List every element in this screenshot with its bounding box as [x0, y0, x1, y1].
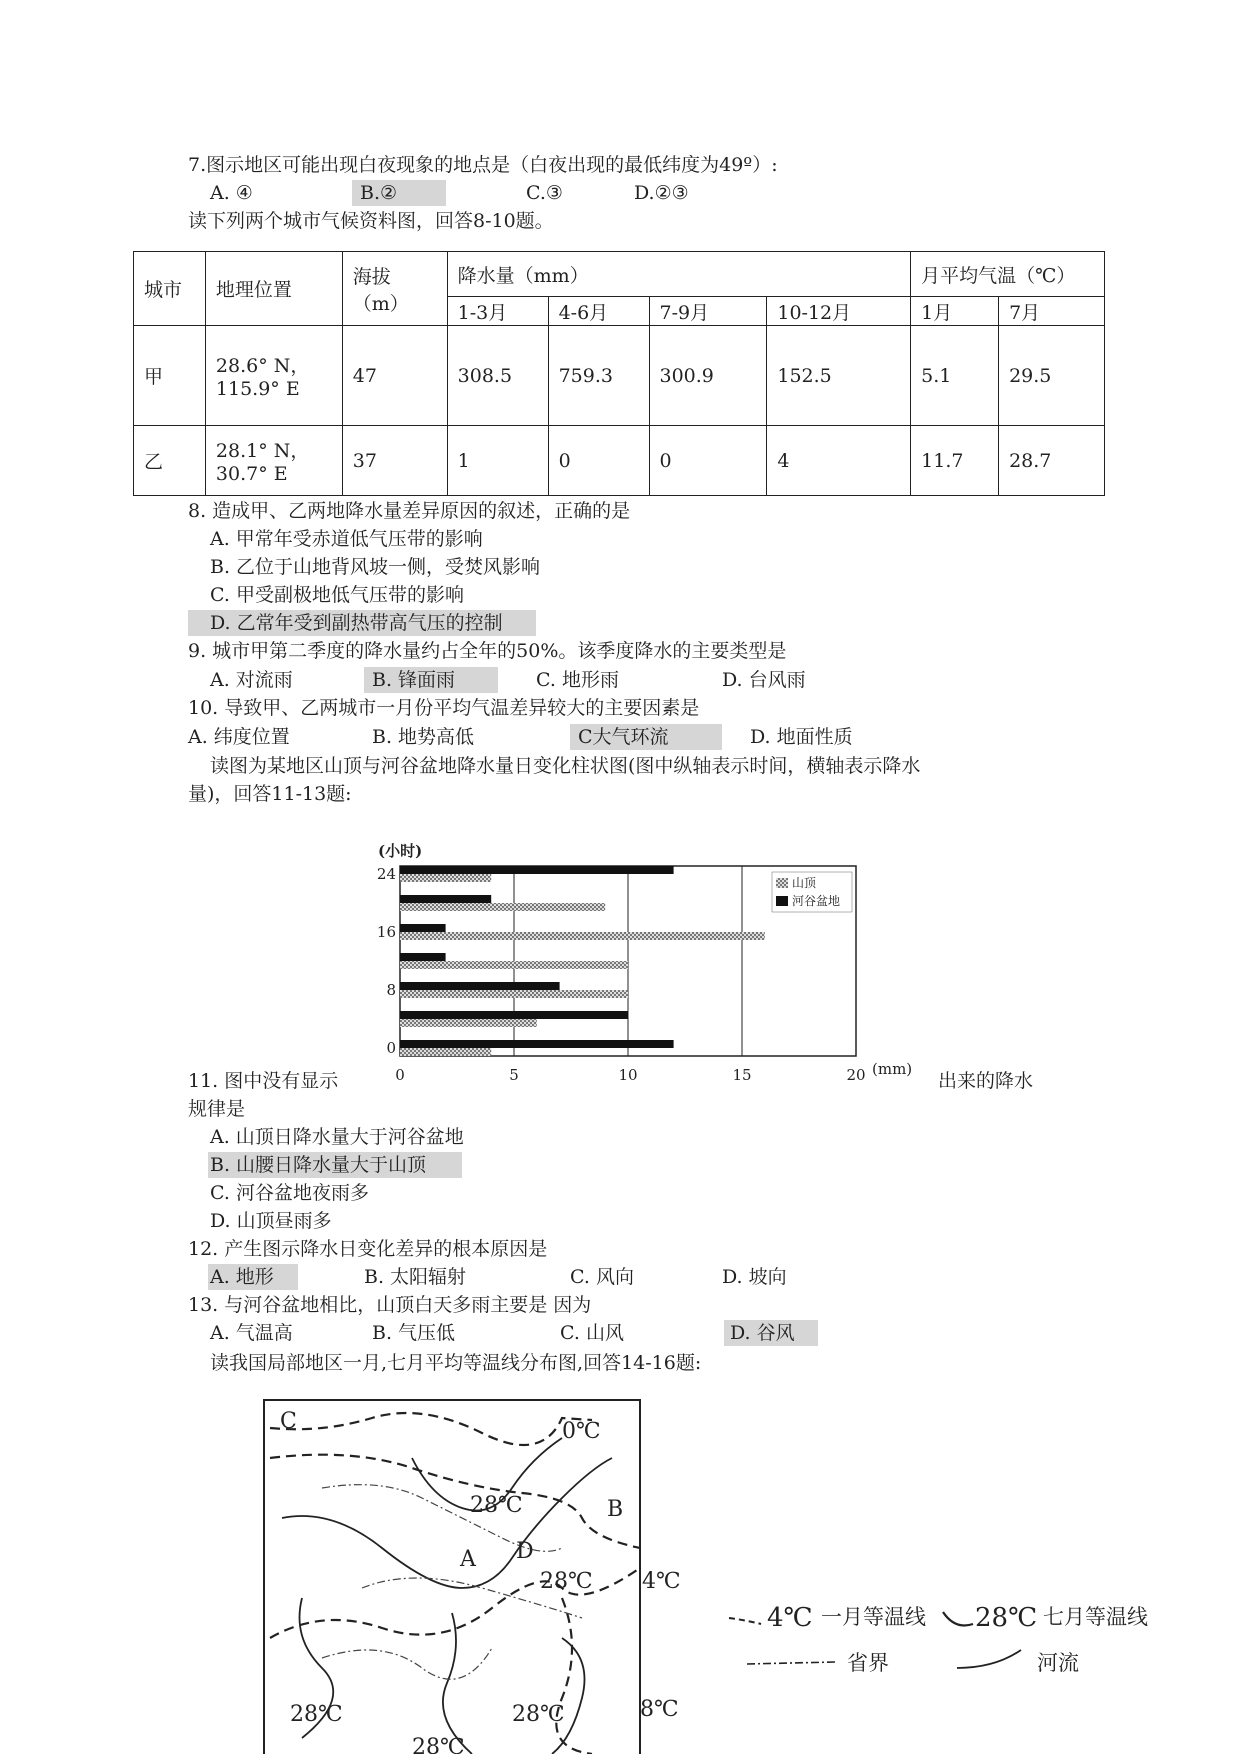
header-city: 城市: [134, 252, 206, 326]
q8-stem: 8. 造成甲、乙两地降水量差异原因的叙述，正确的是: [188, 500, 631, 522]
svg-text:28℃: 28℃: [540, 1569, 593, 1594]
bar-valley: [400, 953, 446, 961]
x-tick-label: 10: [618, 1066, 638, 1084]
q10-stem: 10. 导致甲、乙两城市一月份平均气温差异较大的主要因素是: [188, 697, 700, 719]
q11-option-d: D. 山顶昼雨多: [210, 1210, 332, 1232]
q13-option-a: A. 气温高: [210, 1322, 293, 1344]
svg-text:0℃: 0℃: [562, 1419, 601, 1444]
header-altitude: 海拔 （m）: [342, 252, 447, 326]
svg-text:28℃: 28℃: [470, 1493, 523, 1518]
isotherm-map: [262, 1398, 682, 1754]
q13-option-d: D. 谷风: [724, 1320, 818, 1346]
bar-valley: [400, 1040, 674, 1048]
svg-text:B: B: [607, 1497, 624, 1522]
precip-bar-chart: [360, 836, 920, 1086]
q12-option-b: B. 太阳辐射: [364, 1266, 467, 1288]
q12-stem: 12. 产生图示降水日变化差异的根本原因是: [188, 1238, 548, 1260]
x-tick-label: 0: [395, 1066, 405, 1084]
q7-option-c: C.③: [526, 182, 563, 204]
bar-summit: [400, 903, 605, 911]
q12-option-d: D. 坡向: [722, 1266, 787, 1288]
q10-option-d: D. 地面性质: [750, 726, 853, 748]
row-city: 甲: [134, 326, 206, 426]
row-temp-jan: 5.1: [911, 326, 999, 426]
q7-option-b: B.②: [352, 180, 446, 206]
svg-text:28℃: 28℃: [512, 1702, 565, 1727]
row-location: 28.6° N， 115.9° E: [205, 326, 342, 426]
q7-option-a: A. ④: [210, 182, 253, 204]
intro-8-10: 读下列两个城市气候资料图，回答8-10题。: [188, 210, 554, 232]
intro-11-13-line2: 量)，回答11-13题:: [188, 783, 352, 805]
q11-option-c: C. 河谷盆地夜雨多: [210, 1182, 369, 1204]
bar-valley: [400, 982, 560, 990]
row-altitude: 37: [342, 426, 447, 496]
header-precip-q3: 7-9月: [649, 297, 767, 326]
header-precip-q4: 10-12月: [767, 297, 911, 326]
q11-option-b: B. 山腰日降水量大于山顶: [208, 1152, 462, 1178]
svg-text:D: D: [516, 1539, 534, 1564]
legend-jan-line: [729, 1618, 761, 1624]
q9-stem: 9. 城市甲第二季度的降水量约占全年的50%。该季度降水的主要类型是: [188, 640, 787, 662]
bar-summit: [400, 1048, 491, 1056]
header-precip-q1: 1-3月: [447, 297, 548, 326]
x-tick-label: 5: [509, 1066, 519, 1084]
legend-jul-value: 28℃: [975, 1603, 1038, 1633]
legend-jul-label: 七月等温线: [1043, 1605, 1148, 1629]
svg-text:A: A: [460, 1547, 476, 1572]
q11-option-a: A. 山顶日降水量大于河谷盆地: [210, 1126, 464, 1148]
chart-xlabel: (mm): [872, 1060, 913, 1078]
bar-valley: [400, 866, 674, 874]
q10-option-c: C大气环流: [570, 724, 722, 750]
q12-option-a: A. 地形: [208, 1264, 298, 1290]
legend-swatch-summit: [776, 878, 788, 888]
q11-stem-b: 出来的降水: [938, 1070, 1034, 1092]
legend-label-summit: 山顶: [792, 876, 817, 890]
bar-valley: [400, 895, 491, 903]
legend-jul-line: [943, 1612, 973, 1626]
q7-option-d: D.②③: [634, 182, 689, 204]
svg-text:4℃: 4℃: [642, 1569, 681, 1594]
svg-text:C: C: [280, 1409, 297, 1434]
table-row: [134, 326, 1105, 426]
header-temp-jul: 7月: [999, 297, 1105, 326]
row-precip-q4: 4: [767, 426, 911, 496]
q10-option-a: A. 纬度位置: [188, 726, 290, 748]
legend-border-label: 省界: [847, 1651, 889, 1675]
row-precip-q3: 300.9: [649, 326, 767, 426]
y-tick-label: 16: [376, 923, 396, 941]
intro-14-16: 读我国局部地区一月,七月平均等温线分布图,回答14-16题:: [210, 1352, 702, 1374]
row-temp-jan: 11.7: [911, 426, 999, 496]
svg-text:28℃: 28℃: [290, 1702, 343, 1727]
bar-summit: [400, 961, 628, 969]
table-row: [134, 426, 1105, 496]
y-tick-label: 24: [376, 865, 396, 883]
chart-ylabel: (小时): [378, 842, 423, 860]
header-location: 地理位置: [205, 252, 342, 326]
x-tick-label: 15: [732, 1066, 752, 1084]
row-temp-jul: 29.5: [999, 326, 1105, 426]
q9-option-b: B. 锋面雨: [364, 667, 498, 693]
row-location: 28.1° N， 30.7° E: [205, 426, 342, 496]
header-temp: 月平均气温（℃）: [911, 252, 1105, 297]
header-temp-jan: 1月: [911, 297, 999, 326]
row-precip-q2: 0: [548, 426, 649, 496]
q12-option-c: C. 风向: [570, 1266, 634, 1288]
legend-label-valley: 河谷盆地: [792, 894, 841, 908]
svg-text:28℃: 28℃: [412, 1735, 465, 1754]
row-city: 乙: [134, 426, 206, 496]
q8-option-b: B. 乙位于山地背风坡一侧，受焚风影响: [210, 556, 541, 578]
q7-stem: 7.图示地区可能出现白夜现象的地点是（白夜出现的最低纬度为49º）:: [188, 154, 778, 176]
legend-river-line: [957, 1650, 1021, 1668]
q13-stem: 13. 与河谷盆地相比，山顶白天多雨主要是 因为: [188, 1294, 592, 1316]
map-legend: [725, 1590, 1175, 1700]
row-precip-q2: 759.3: [548, 326, 649, 426]
svg-text:8℃: 8℃: [640, 1697, 679, 1722]
bar-valley: [400, 1011, 628, 1019]
legend-border-line: [747, 1662, 835, 1664]
bar-summit: [400, 932, 765, 940]
y-tick-label: 0: [386, 1039, 396, 1057]
legend-swatch-valley: [776, 896, 788, 906]
header-precip-q2: 4-6月: [548, 297, 649, 326]
bar-summit: [400, 1019, 537, 1027]
q13-option-c: C. 山风: [560, 1322, 624, 1344]
chart-legend: [772, 872, 852, 912]
q8-option-d: D. 乙常年受到副热带高气压的控制: [188, 610, 536, 636]
q8-option-a: A. 甲常年受赤道低气压带的影响: [210, 528, 483, 550]
row-temp-jul: 28.7: [999, 426, 1105, 496]
climate-table: [133, 251, 1105, 496]
y-tick-label: 8: [386, 981, 396, 999]
legend-jan-value: 4℃: [767, 1603, 813, 1633]
legend-river-label: 河流: [1037, 1651, 1079, 1675]
bar-summit: [400, 874, 491, 882]
row-precip-q3: 0: [649, 426, 767, 496]
row-altitude: 47: [342, 326, 447, 426]
q11-stem-c: 规律是: [188, 1098, 246, 1120]
header-precip: 降水量（mm）: [447, 252, 911, 297]
row-precip-q1: 1: [447, 426, 548, 496]
x-tick-label: 20: [846, 1066, 866, 1084]
q9-option-c: C. 地形雨: [536, 669, 619, 691]
bar-summit: [400, 990, 628, 998]
q13-option-b: B. 气压低: [372, 1322, 456, 1344]
q11-stem-a: 11. 图中没有显示: [188, 1070, 339, 1092]
q9-option-d: D. 台风雨: [722, 669, 806, 691]
bar-valley: [400, 924, 446, 932]
legend-jan-label: 一月等温线: [821, 1605, 926, 1629]
row-precip-q1: 308.5: [447, 326, 548, 426]
q8-option-c: C. 甲受副极地低气压带的影响: [210, 584, 464, 606]
q9-option-a: A. 对流雨: [210, 669, 293, 691]
intro-11-13-line1: 读图为某地区山顶与河谷盆地降水量日变化柱状图(图中纵轴表示时间，横轴表示降水: [210, 755, 921, 777]
row-precip-q4: 152.5: [767, 326, 911, 426]
q10-option-b: B. 地势高低: [372, 726, 475, 748]
